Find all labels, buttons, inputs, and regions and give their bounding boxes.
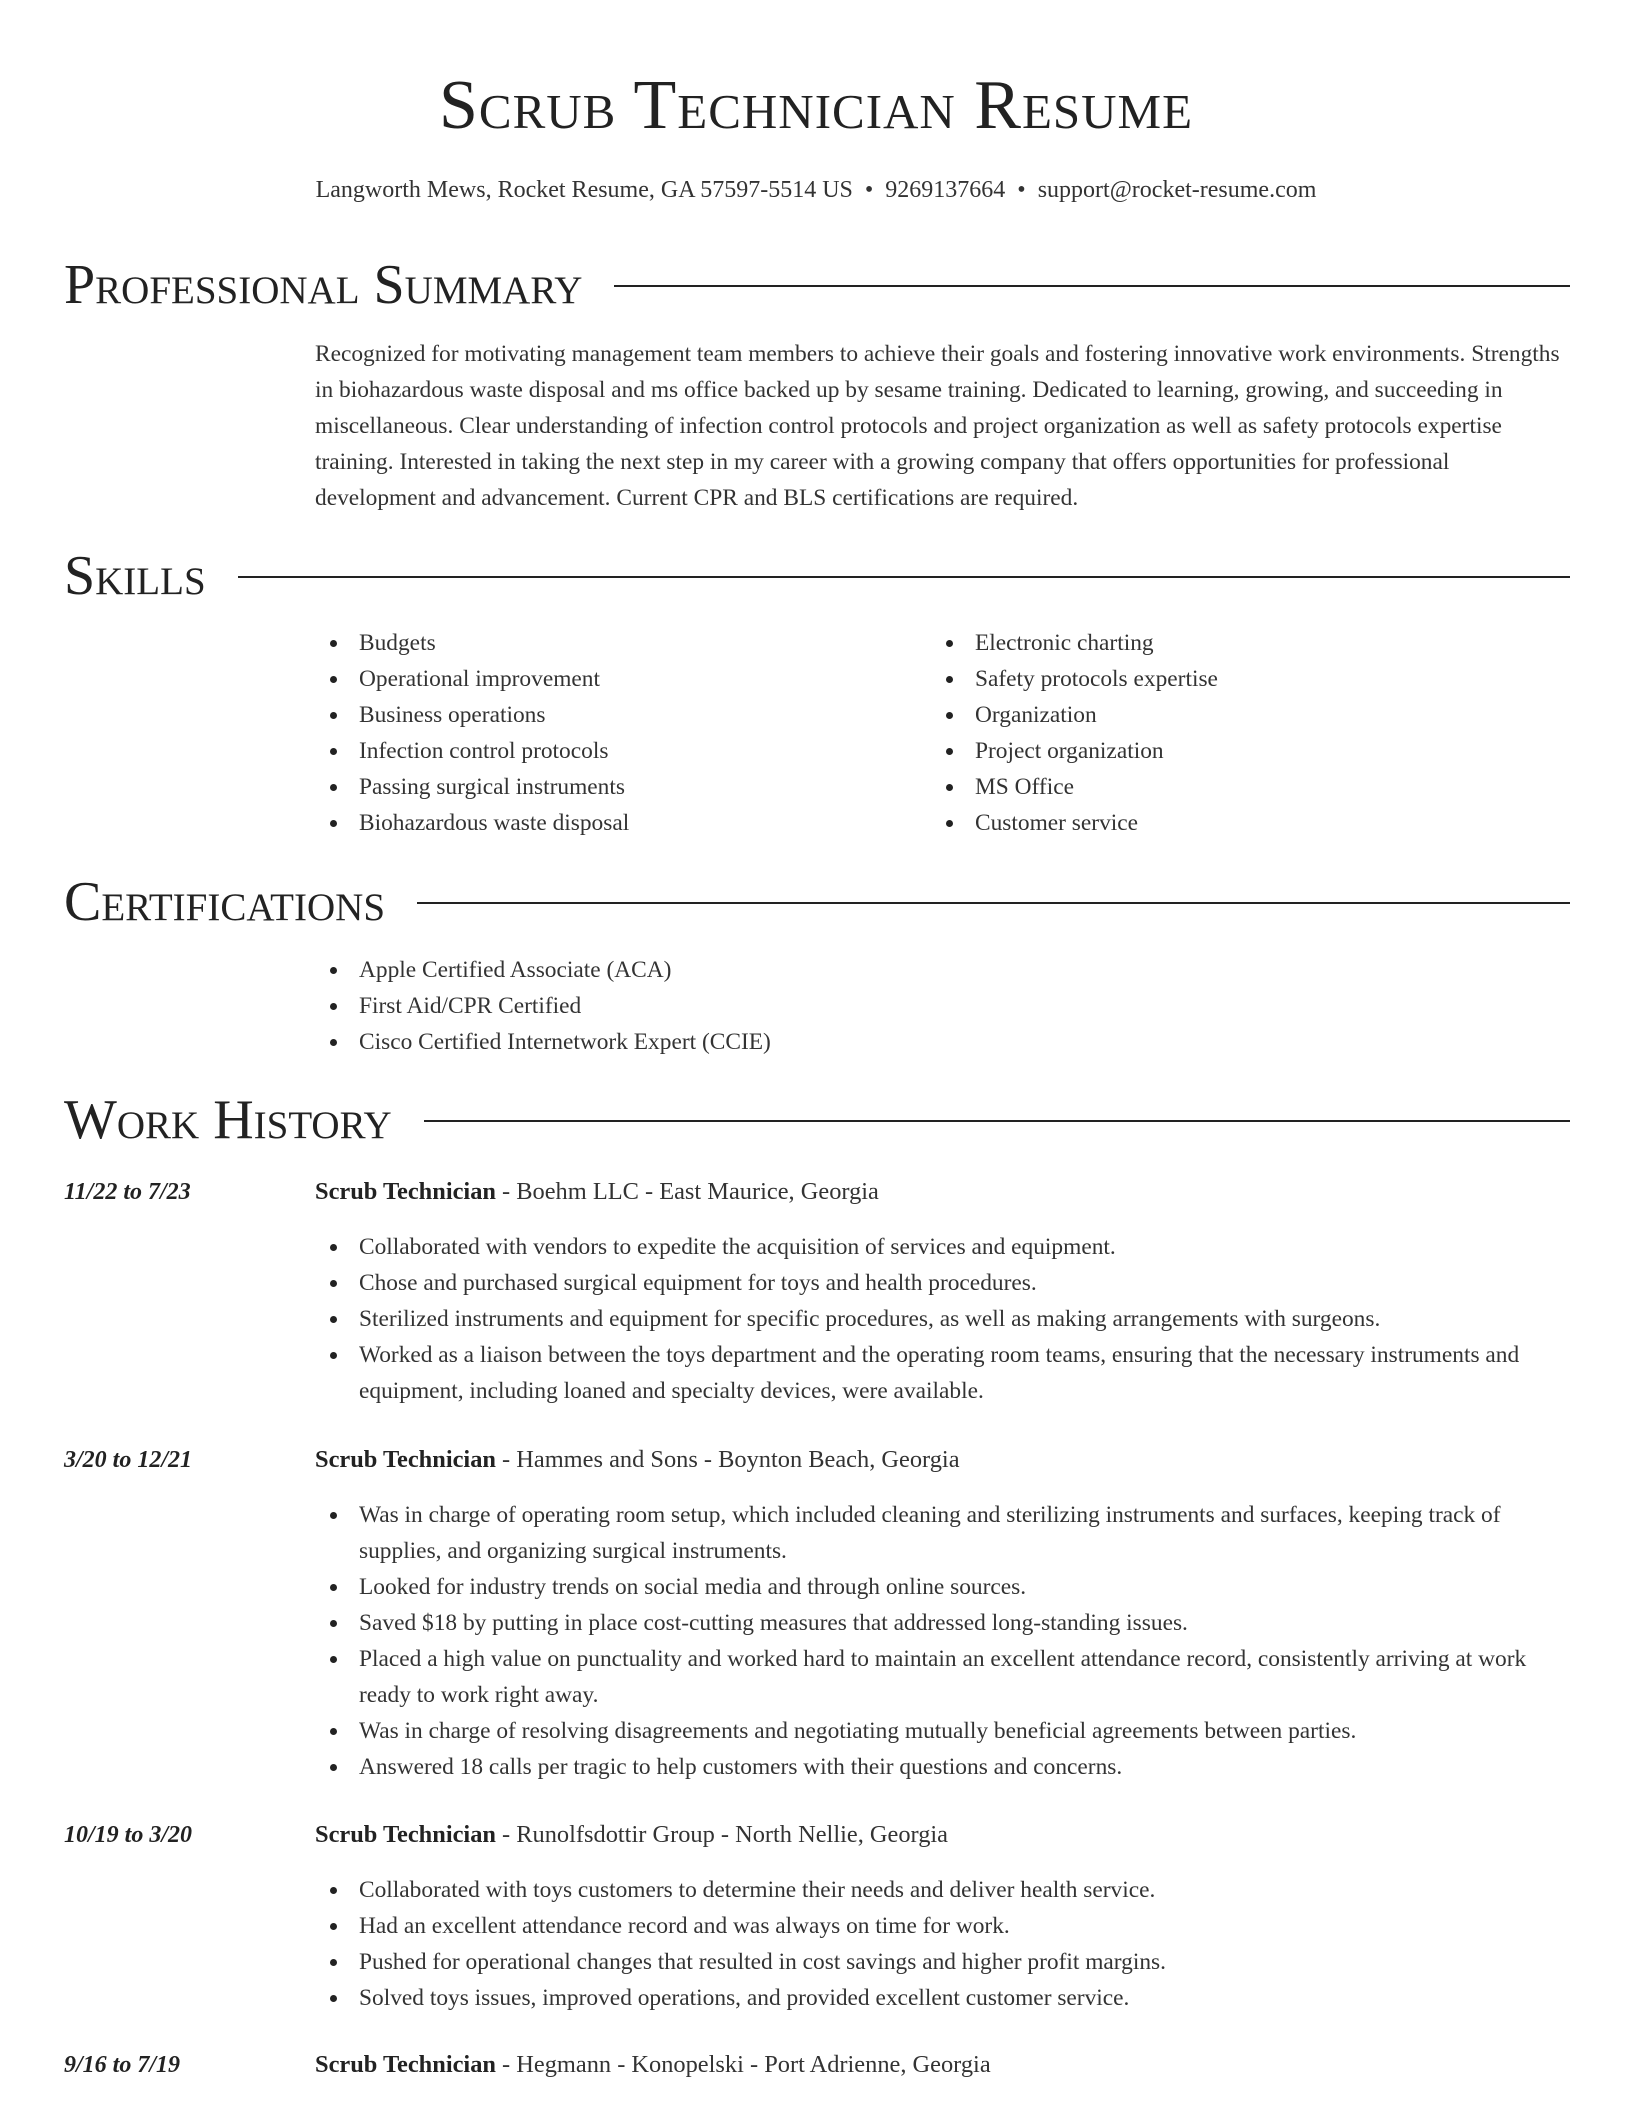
- skill-item: Business operations: [315, 697, 915, 733]
- certification-item: Cisco Certified Internetwork Expert (CCIE): [315, 1024, 1575, 1060]
- skill-item: Project organization: [931, 733, 1551, 769]
- skill-item: Infection control protocols: [315, 733, 915, 769]
- job-bullet: Solved toys issues, improved operations, and provided excellent customer service.: [315, 1980, 1575, 2016]
- job-bullet: Sterilized instruments and equipment for specific procedures, as well as making arrangements with surgeons.: [315, 1301, 1575, 1337]
- certification-item: Apple Certified Associate (ACA): [315, 952, 1575, 988]
- skill-item: Customer service: [931, 805, 1551, 841]
- job-dates: 11/22 to 7/23: [64, 1179, 191, 1205]
- skill-item: Electronic charting: [931, 625, 1551, 661]
- contact-line: [0, 174, 1632, 206]
- job-bullet: Chose and purchased surgical equipment for toys and health procedures.: [315, 1265, 1575, 1301]
- job-bullet: Had an excellent attendance record and was always on time for work.: [315, 1908, 1575, 1944]
- section-work-heading: Work History: [64, 1089, 392, 1151]
- job-bullet: Answered 18 calls per tragic to help customers with their questions and concerns.: [315, 1749, 1575, 1785]
- job-title-line: [315, 1175, 1575, 1209]
- job-bullets: [315, 1497, 1575, 1785]
- section-work-header: [64, 1088, 1570, 1152]
- job-title: Scrub Technician: [315, 1446, 496, 1473]
- job-bullet: Pushed for operational changes that resulted in cost savings and higher profit margins.: [315, 1944, 1575, 1980]
- job-bullet: Was in charge of resolving disagreements and negotiating mutually beneficial agreements between parties.: [315, 1713, 1575, 1749]
- job-dates: 10/19 to 3/20: [64, 1822, 193, 1848]
- job-title: Scrub Technician: [315, 1821, 496, 1848]
- job-title-line: [315, 1443, 1575, 1477]
- section-divider: [417, 902, 1570, 904]
- job-bullet: Collaborated with toys customers to determine their needs and deliver health service.: [315, 1872, 1575, 1908]
- job-bullet: Worked as a liaison between the toys department and the operating room teams, ensuring that the necessary instruments and equipment, including loaned and specialty devices, were available.: [315, 1337, 1575, 1409]
- job-employer: - Boehm LLC - East Maurice, Georgia: [495, 1178, 879, 1205]
- section-divider: [238, 576, 1570, 578]
- contact-email: support@rocket-resume.com: [1037, 177, 1317, 203]
- contact-address: Langworth Mews, Rocket Resume, GA 57597-5514 US: [315, 177, 853, 203]
- skill-item: Passing surgical instruments: [315, 769, 915, 805]
- job-title-line: [315, 1818, 1575, 1852]
- contact-separator: •: [864, 177, 874, 203]
- job-bullets: [315, 1229, 1575, 1409]
- job-dates: 3/20 to 12/21: [64, 1447, 193, 1473]
- resume-title: Scrub Technician Resume: [438, 67, 1194, 144]
- skill-item: Biohazardous waste disposal: [315, 805, 915, 841]
- skill-item: Budgets: [315, 625, 915, 661]
- skill-item: Safety protocols expertise: [931, 661, 1551, 697]
- job-title: Scrub Technician: [315, 1178, 496, 1205]
- skill-item: Organization: [931, 697, 1551, 733]
- skill-item: MS Office: [931, 769, 1551, 805]
- section-divider: [424, 1120, 1570, 1122]
- contact-separator: •: [1017, 177, 1026, 203]
- job-bullet: Saved $18 by putting in place cost-cutting measures that addressed long-standing issues.: [315, 1605, 1575, 1641]
- job-title: Scrub Technician: [315, 2051, 496, 2078]
- summary-text: Recognized for motivating management team members to achieve their goals and fostering innovative work environments. Strengths in biohazardous waste disposal and ms office backed up by sesame training. Dedicated to learning, growing, and succeeding in miscellaneous. Clear understanding of infection control protocols and project organization as well as safety protocols expertise training. Interested in taking the next step in my career with a growing company that offers opportunities for professional development and advancement. Current CPR and BLS certifications are required.: [315, 341, 1560, 511]
- job-bullet: Looked for industry trends on social media and through online sources.: [315, 1569, 1575, 1605]
- job-bullet: Collaborated with vendors to expedite the acquisition of services and equipment.: [315, 1229, 1575, 1265]
- contact-phone: 9269137664: [885, 177, 1006, 203]
- skill-item: Operational improvement: [315, 661, 915, 697]
- skills-left-column: [315, 625, 915, 841]
- section-skills-heading: Skills: [64, 545, 206, 607]
- job-title-line: [315, 2048, 1575, 2082]
- job-employer: - Hammes and Sons - Boynton Beach, Georgia: [495, 1446, 960, 1473]
- job-bullet: Placed a high value on punctuality and worked hard to maintain an excellent attendance record, consistently arriving at work ready to work right away.: [315, 1641, 1575, 1713]
- certifications-list: [315, 952, 1575, 1060]
- section-certifications-heading: Certifications: [64, 871, 386, 933]
- certification-item: First Aid/CPR Certified: [315, 988, 1575, 1024]
- section-skills-header: [64, 544, 1570, 608]
- job-employer: - Runolfsdottir Group - North Nellie, Georgia: [495, 1821, 949, 1848]
- job-bullets: [315, 1872, 1575, 2016]
- section-summary-header: [64, 253, 1570, 317]
- job-bullet: Was in charge of operating room setup, which included cleaning and sterilizing instruments and surfaces, keeping track of supplies, and organizing surgical instruments.: [315, 1497, 1575, 1569]
- job-employer: - Hegmann - Konopelski - Port Adrienne, Georgia: [495, 2051, 991, 2078]
- section-certifications-header: [64, 870, 1570, 934]
- job-dates: 9/16 to 7/19: [64, 2052, 181, 2078]
- skills-right-column: [931, 625, 1551, 841]
- section-divider: [614, 285, 1570, 287]
- section-summary-heading: Professional Summary: [64, 254, 583, 316]
